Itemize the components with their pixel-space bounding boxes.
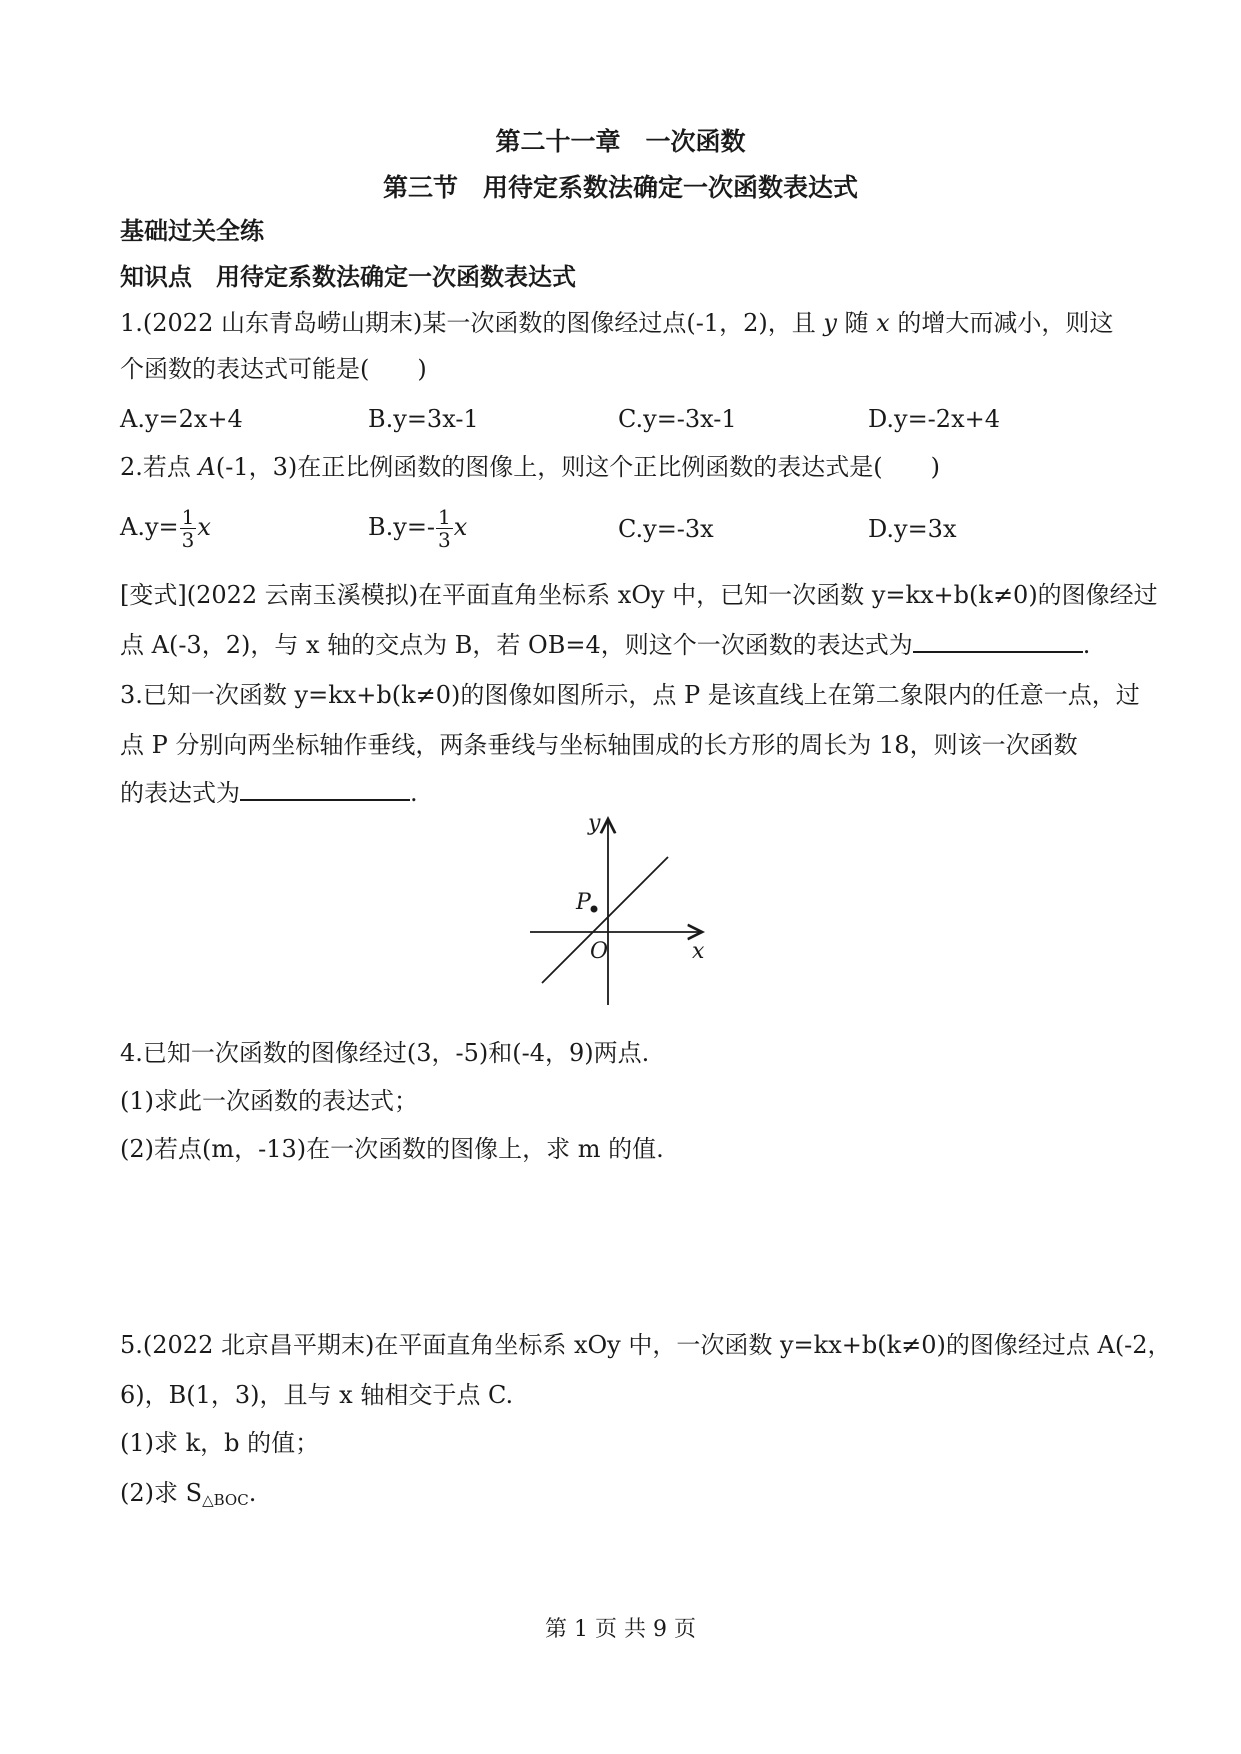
q5-line4 [120, 1476, 1130, 1517]
q2-line1-prefix: 2.若点 [120, 453, 199, 481]
q1-option-d: D.y=-2x+4 [868, 405, 1000, 433]
q1-line2: 个函数的表达式可能是( ) [120, 355, 427, 383]
q2-option-a [120, 506, 211, 551]
fraction-numerator: 1 [438, 505, 451, 529]
function-line [542, 857, 668, 983]
q2-option-b-prefix: B.y=- [368, 513, 436, 541]
q3-line-graph-figure [520, 805, 720, 1015]
q2-option-a-var: x [197, 513, 211, 541]
point-p-label: P [576, 890, 591, 915]
chapter-title: 第二十一章 一次函数 [495, 127, 746, 156]
q2-point-a: A [198, 453, 216, 481]
point-p-marker [591, 906, 598, 913]
q1-line1-mid: 随 [836, 309, 877, 337]
variant-line2 [120, 628, 1130, 662]
origin-label: O [590, 939, 609, 964]
q2-option-a-fraction [180, 506, 197, 551]
q5-line4-prefix: (2)求 S [120, 1479, 203, 1507]
q1-line1-suffix: 的增大而减小，则这 [889, 309, 1114, 337]
q3-line2: 点 P 分别向两坐标轴作垂线，两条垂线与坐标轴围成的长方形的周长为 18，则该一次函数 [120, 731, 1078, 759]
x-axis-label: x [692, 939, 705, 964]
fraction-denominator: 3 [438, 528, 451, 552]
fraction-numerator: 1 [181, 505, 195, 529]
variant-answer-blank[interactable] [913, 629, 1083, 653]
page-footer: 第 1 页 共 9 页 [545, 1617, 696, 1642]
q4-line1: 4.已知一次函数的图像经过(3，-5)和(-4，9)两点. [120, 1039, 650, 1067]
variant-line2-end: . [1082, 631, 1091, 659]
variant-line2-text: 点 A(-3，2)，与 x 轴的交点为 B，若 OB=4，则这个一次函数的表达式为 [120, 631, 913, 659]
q5-line4-subscript: △BOC [202, 1491, 249, 1509]
q1-var-y: y [823, 309, 837, 337]
q2-option-d: D.y=3x [868, 515, 957, 543]
q5-line3: (1)求 k，b 的值； [120, 1429, 320, 1457]
q3-line1: 3.已知一次函数 y=kx+b(k≠0)的图像如图所示，点 P 是该直线上在第二象限内的任意一点，过 [120, 681, 1140, 709]
q4-line3: (2)若点(m，-13)在一次函数的图像上，求 m 的值. [120, 1135, 664, 1163]
q2-line1 [120, 450, 1130, 484]
q1-option-c: C.y=-3x-1 [618, 405, 737, 433]
fraction-denominator: 3 [181, 528, 195, 552]
q2-option-a-prefix: A.y= [120, 513, 179, 541]
q3-line3-end: . [410, 779, 418, 807]
q2-line1-suffix: (-1，3)在正比例函数的图像上，则这个正比例函数的表达式是( ) [215, 453, 940, 481]
knowledge-title: 知识点 用待定系数法确定一次函数表达式 [120, 262, 576, 291]
q3-line3-text: 的表达式为 [120, 779, 240, 807]
part-title: 基础过关全练 [120, 216, 264, 245]
q2-option-c: C.y=-3x [618, 515, 714, 543]
q2-option-b-fraction [436, 506, 453, 551]
q4-line2: (1)求此一次函数的表达式； [120, 1087, 418, 1115]
q5-line1: 5.(2022 北京昌平期末)在平面直角坐标系 xOy 中，一次函数 y=kx+b(k≠0)的图像经过点 A(-2， [120, 1331, 1172, 1359]
q2-option-b [368, 506, 467, 551]
q1-var-x: x [876, 309, 890, 337]
q5-line2: 6)，B(1，3)，且与 x 轴相交于点 C. [120, 1381, 514, 1409]
q3-answer-blank[interactable] [240, 777, 410, 801]
q1-option-a: A.y=2x+4 [120, 405, 243, 433]
q1-line1 [120, 306, 1130, 340]
q1-line1-prefix: 1.(2022 山东青岛崂山期末)某一次函数的图像经过点(-1，2)，且 [120, 309, 824, 337]
q1-option-b: B.y=3x-1 [368, 405, 479, 433]
q5-line4-end: . [248, 1479, 257, 1507]
section-title: 第三节 用待定系数法确定一次函数表达式 [382, 173, 858, 202]
variant-line1: [变式](2022 云南玉溪模拟)在平面直角坐标系 xOy 中，已知一次函数 y=kx+b(k≠0)的图像经过 [120, 581, 1158, 609]
y-axis-label: y [588, 811, 601, 836]
q2-option-b-var: x [453, 513, 468, 541]
